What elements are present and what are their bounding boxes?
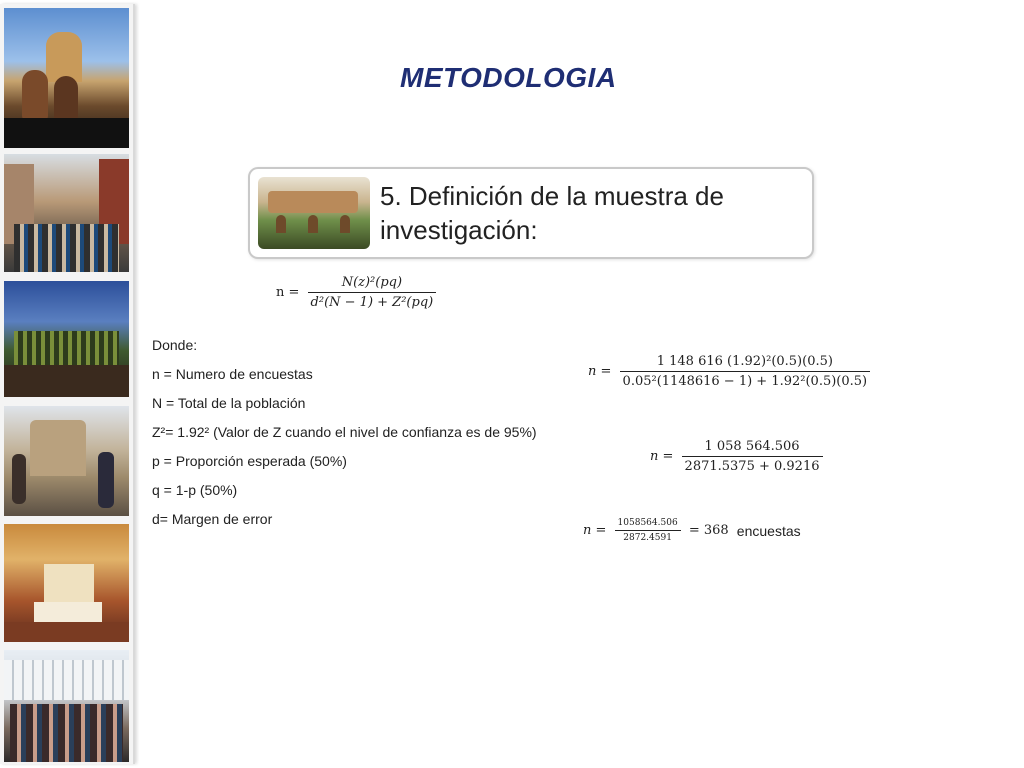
calc1-numerator: 1 148 616 (1.92)²(0.5)(0.5)	[620, 354, 871, 372]
calculation-step-2	[650, 439, 823, 474]
calc3-denominator: 2872.4591	[623, 533, 672, 543]
photo-cathedral-people	[4, 8, 129, 148]
calc3-result: = 368	[688, 523, 729, 538]
calc3-fraction	[615, 518, 681, 543]
sample-size-formula	[276, 275, 436, 310]
definition-item: q = 1-p (50%)	[152, 482, 238, 498]
formula-lhs: n =	[276, 285, 300, 300]
photo-church-tourists	[4, 406, 129, 516]
formula-fraction	[308, 275, 437, 310]
definition-item: n = Numero de encuestas	[152, 366, 313, 382]
photo-market-crowd	[4, 650, 129, 762]
photo-street-crowd	[4, 154, 129, 272]
page-title: METODOLOGIA	[400, 62, 617, 93]
calc2-fraction	[682, 439, 823, 474]
calc2-denominator: 2871.5375 + 0.9216	[684, 459, 820, 474]
photo-hotel-room	[4, 524, 129, 642]
photo-night-terrace	[4, 281, 129, 397]
calc1-denominator: 0.05²(1148616 − 1) + 1.92²(0.5)(0.5)	[622, 374, 868, 389]
definition-item: Z²= 1.92² (Valor de Z cuando el nivel de confianza es de 95%)	[152, 424, 537, 440]
definitions-header: Donde:	[152, 337, 198, 353]
calc3-lhs: n =	[583, 523, 607, 538]
formula-denominator: d²(N − 1) + Z²(pq)	[310, 295, 434, 310]
calculation-step-1	[588, 354, 870, 389]
calc2-numerator: 1 058 564.506	[682, 439, 823, 457]
formula-numerator: N(z)²(pq)	[308, 275, 437, 293]
photo-strip	[0, 4, 135, 764]
calc1-fraction	[620, 354, 871, 389]
calc2-lhs: n =	[650, 449, 674, 464]
section-subtitle: 5. Definición de la muestra de investigación:	[380, 181, 724, 245]
calc3-unit: encuestas	[736, 522, 801, 539]
definition-item: N = Total de la población	[152, 395, 306, 411]
calc3-numerator: 1058564.506	[615, 518, 681, 531]
section-thumbnail-image	[258, 177, 370, 249]
section-header-box	[248, 167, 814, 259]
variable-definitions	[152, 337, 537, 540]
calculation-step-3	[583, 518, 801, 543]
definition-item: p = Proporción esperada (50%)	[152, 453, 347, 469]
definition-item: d= Margen de error	[152, 511, 273, 527]
calc1-lhs: n =	[588, 364, 612, 379]
